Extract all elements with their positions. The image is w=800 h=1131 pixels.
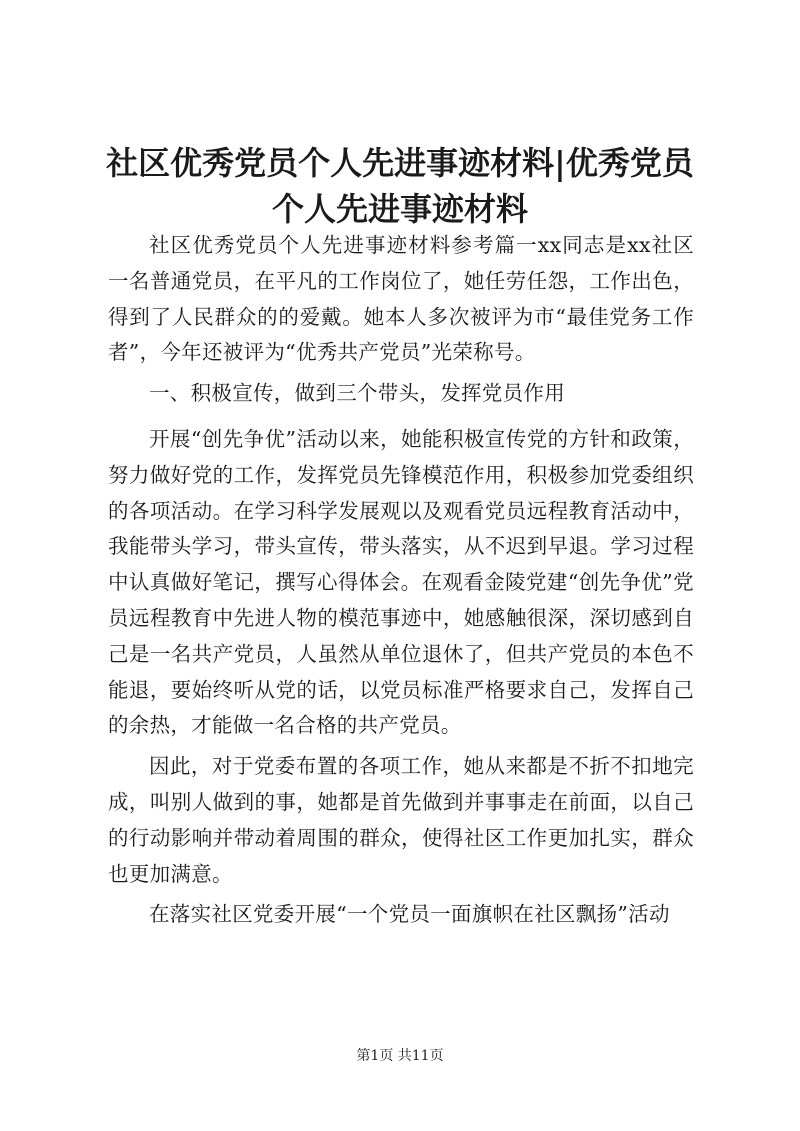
paragraph-tasks: 因此，对于党委布置的各项工作，她从来都是不折不扣地完成，叫别人做到的事，她都是首先做到并事事走在前面，以自己的行动影响并带动着周围的群众，使得社区工作更加扎实，群众也更加满意。: [108, 754, 694, 886]
document-body: [108, 228, 694, 938]
paragraph-activities: 开展“创先争优”活动以来，她能积极宣传党的方针和政策，努力做好党的工作，发挥党员先锋模范作用，积极参加党委组织的各项活动。在学习科学发展观以及观看党员远程教育活动中，我能带头学习，带头宣传，带头落实，从不迟到早退。学习过程中认真做好笔记，撰写心得体会。在观看金陵党建“创先争优”党员远程教育中先进人物的模范事迹中，她感触很深，深切感到自己是一名共产党员，人虽然从单位退休了，但共产党员的本色不能退，要始终听从党的话，以党员标准严格要求自己，发挥自己的余热，才能做一名合格的共产党员。: [108, 426, 694, 738]
paragraph-intro: 社区优秀党员个人先进事迹材料参考篇一xx同志是xx社区一名普通党员，在平凡的工作岗位了，她任劳任怨，工作出色，得到了人民群众的的爱戴。她本人多次被评为市“最佳党务工作者”，今年还被评为“优秀共产党员”光荣称号。: [108, 233, 694, 365]
document-title: 社区优秀党员个人先进事迹材料|优秀党员个人先进事迹材料: [106, 144, 694, 228]
section-heading: 一、积极宣传，做到三个带头，发挥党员作用: [149, 381, 565, 406]
page-number: 第1页 共11页: [356, 1048, 444, 1064]
paragraph-continued: 在落实社区党委开展“一个党员一面旗帜在社区飘扬”活动: [149, 902, 670, 927]
